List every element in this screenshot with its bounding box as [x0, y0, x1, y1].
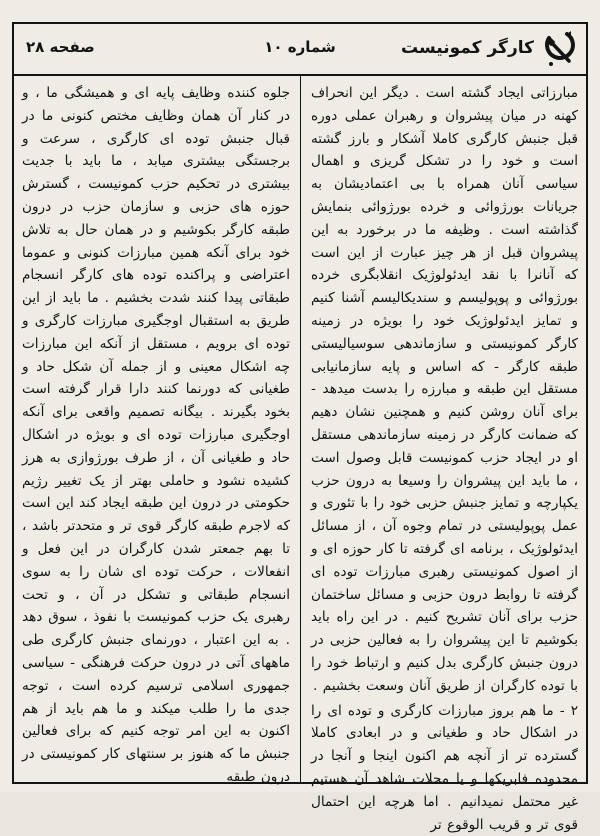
paragraph: مبارزاتی ایجاد گشته است . دیگر این انحراف کهنه در میان پیشروان و رهبران عملی دوره قبل جنبش کارگری کاملا آشکار و بارز گشته است و خود را در تشکل گریزی و اهمال سیاسی آنان همراه با بی اعتمادیشان به جریانات بورژوائی و خرده بورژوائی بنمایش گذاشته است . وظیفه ما در برخورد به این پیشروان قبل از هر چیز عبارت از این است که آنانرا با نقد ایدئولوژیک انقلابگری خرده بورژوائی و پوپولیسم و سندیکالیسم آشنا کنیم و تمایز ایدئولوژیک خود را بویژه در زمینه کارگر کمونیستی و سازماندهی سوسیالیستی طبقه کارگر - که اساس و پایه سازمانیابی مستقل این طبقه و مبارزه را بدست میدهد - برای آنان روشن کنیم و همچنین نشان دهیم که ضمانت کارگر در زمینه سازماندهی مستقل او در ایجاد حزب کمونیست قابل وصول است ، ما باید این پیشروان را وسیعا به درون حزب یکپارچه و تمایز جنبش حزبی خود را با تئوری و عمل پوپولیستی در تمام وجوه آن ، از مسائل ایدئولوژیک ، برنامه ای گرفته تا کار حوزه ای و از اصول کمونیستی رهبری مبارزات توده ای گرفته تا روابط درون حزبی و مسائل ساختمان حزب برای آنان تشریح کنیم . در این راه باید بکوشیم تا این پیشروان را به فعالین حزبی در درون جنبش کارگری بدل کنیم و ارتباط خود را با توده کارگران از طریق آنان وسعت بخشیم . — [311, 85, 578, 694]
article-body — [12, 76, 588, 833]
page-number: صفحه ۲۸ — [26, 38, 95, 56]
paragraph: جلوه کننده وظایف پایه ای و همیشگی ما ، و در کنار آن همان وظایف مختص کنونی ما در قبال جنبش توده ای کارگری ، سرعت و برجستگی بیشتری میابد ، ما باید با جدیت بیشتری در تحکیم حزب کمونیست ، گسترش حوزه های حزبی و سازمان حزب در درون طبقه کارگر بکوشیم و در همان حال به تلاش خود برای آنکه همین مبارزات کنونی و عموما اعتراضی و پراکنده توده های کارگر انسجام طبقاتی پیدا کنند شدت بخشیم . ما باید از این طریق به استقبال اوجگیری مبارزات کارگری و توده ای برویم ، مستقل از آنکه این مبارزات چه اشکال معینی و از جمله آن شکل حاد و طغیانی که دورنما کنند دارا قرار گرفته است بخود بگیرند . بیگانه تصمیم واقعی برای آنکه اوجگیری مبارزات توده ای و بویژه در اشکال حاد و طغیانی آن ، از طرف بورژوازی به هرز کشیده نشود و حاملی بهتر از یک تغییر رژیم حکومتی در درون این طبقه ایجاد کند این است که لاجرم طبقه کارگر قوی تر و متحدتر باشد ، تا بهم جمعتر شدن کارگران در این فعل و انفعالات ، حرکت توده ای شان را به سوی انسجام طبقاتی و تشکل در آن ، و تحت رهبری یک حزب کمونیست با نفوذ ، سوق دهد . به این اعتبار ، دورنمای جنبش کارگری طی ماههای آتی در درون حرکت فرهنگی - سیاسی جمهوری اسلامی ترسیم کرده است ، توجه جدی ما را طلب میکند و ما هم باید از هم اکنون به این امر توجه کنیم که برای فعالین جنبش ما که هنوز بر سنتهای کار کمونیستی در درون طبقه — [22, 85, 290, 785]
left-column — [12, 76, 300, 784]
publication-title: کارگر کمونیست — [401, 38, 534, 58]
page-header — [12, 22, 588, 76]
right-column — [300, 76, 588, 833]
paragraph: ۲ - ما هم بروز مبارزات کارگری و توده ای را در اشکال حاد و طغیانی و در ابعادی کاملا گسترده تر از آنچه هم اکنون اینجا و آنجا در محدوده فابریکها و یا محلات شاهد آن هستیم غیر محتمل نمیدانیم . اما هرچه این احتمال قوی تر و قریب الوقوع تر — [311, 702, 578, 833]
issue-number: شماره ۱۰ — [264, 38, 336, 56]
